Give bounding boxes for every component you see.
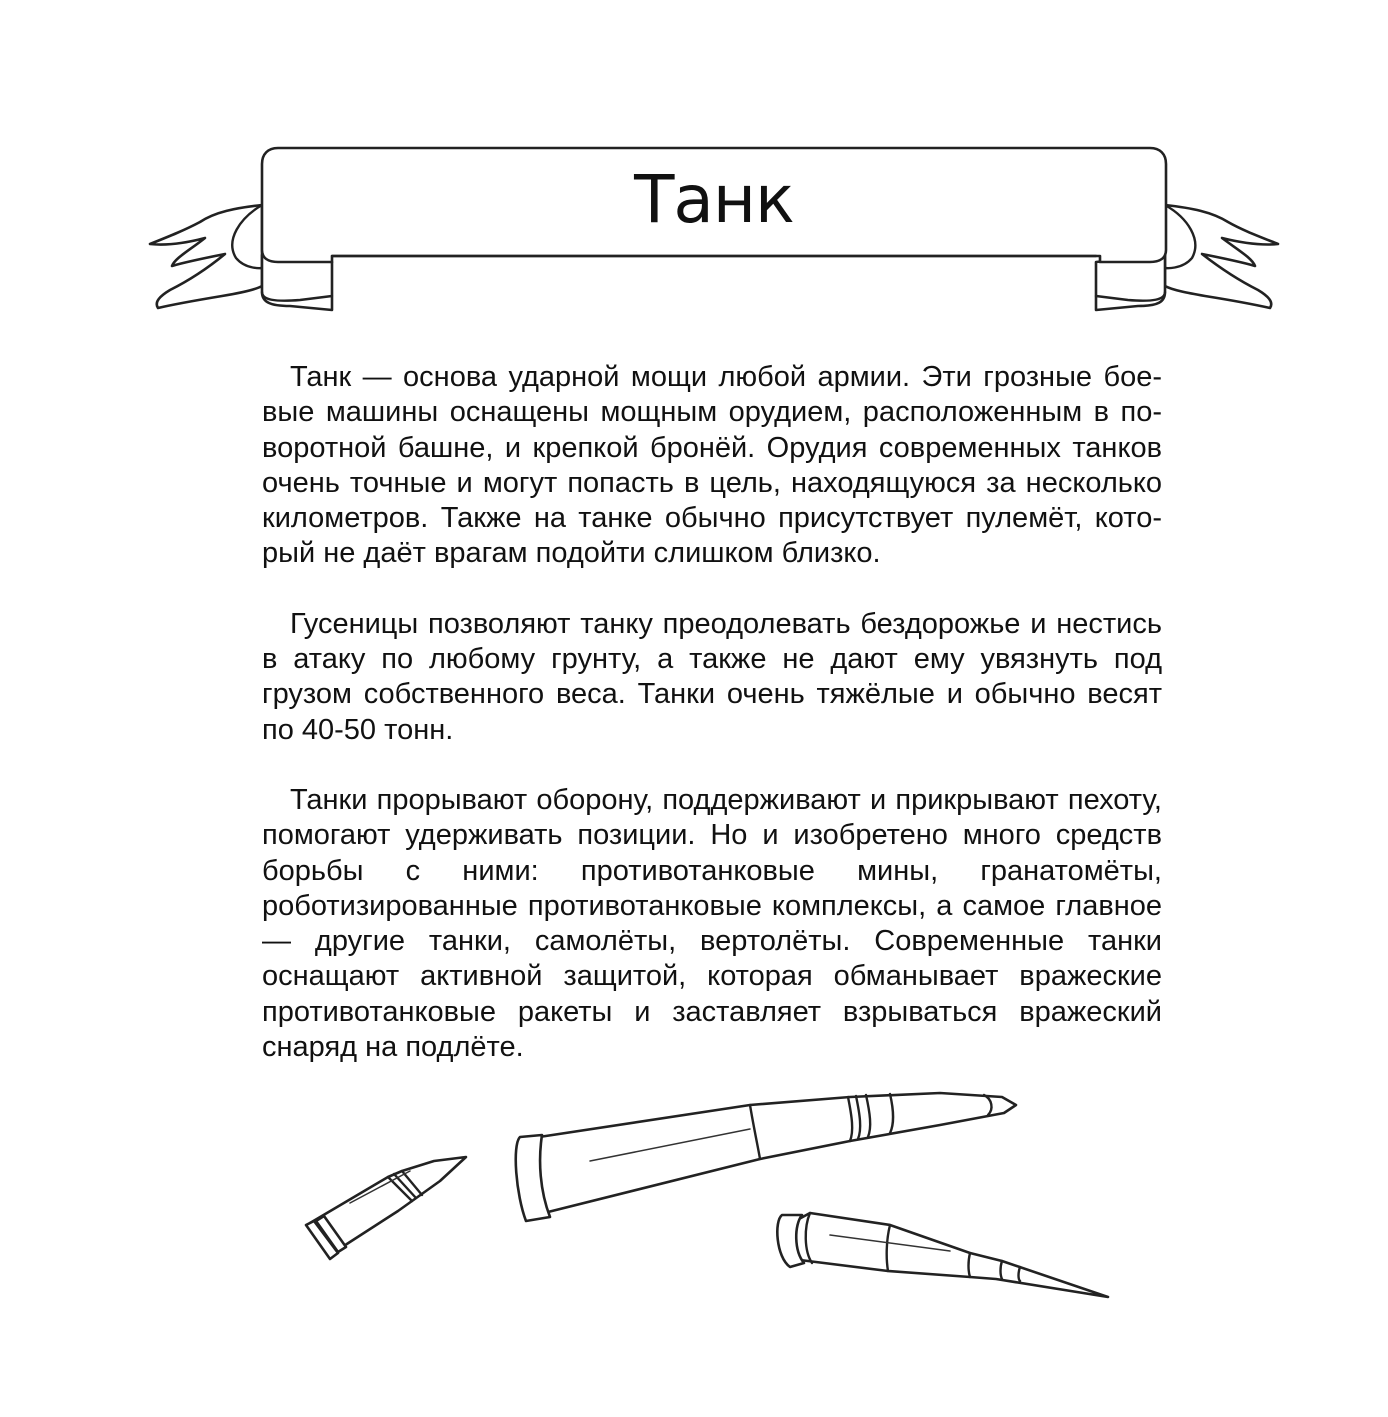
page-title: Танк — [634, 161, 794, 238]
paragraph-2: Гусеницы позволяют танку преодолевать бездорожье и нестись в атаку по любому грунту, а также не дают ему увязнуть под грузом собственного веса. Танки очень тяжёлые и обычно весят по 40-50 тонн. — [262, 607, 1162, 746]
article-body — [262, 360, 1162, 1100]
title-banner — [0, 0, 1388, 340]
paragraph-1: Танк — основа ударной мощи любой армии. Эти грозные боевые машины оснащены мощным орудием, расположенным в поворотной башне, и крепкой бронёй. Орудия современных танков очень точные и могут попасть в цель, находящуюся за несколько километров. Также на танке обычно присутствует пулемёт, который не даёт врагам подойти слишком близко. — [262, 361, 1162, 570]
ammunition-illustration — [290, 1075, 1130, 1325]
paragraph-3: Танки прорывают оборону, поддерживают и прикрывают пехоту, помогают удерживать позиции. Но и изобретено много средств борьбы с ними: противотанковые мины, гранатомёты, роботизированные противотанковые комплексы, а самое главное — другие танки, самолёты, вертолёты. Современные танки оснащают активной защитой, которая обманывает вражеские противотанковые ракеты и заставляет взрываться вражеский снаряд на подлёте. — [262, 783, 1162, 1064]
rifle-cartridge-icon — [777, 1213, 1108, 1297]
small-cartridge-icon — [306, 1157, 466, 1259]
large-shell-icon — [516, 1093, 1016, 1221]
